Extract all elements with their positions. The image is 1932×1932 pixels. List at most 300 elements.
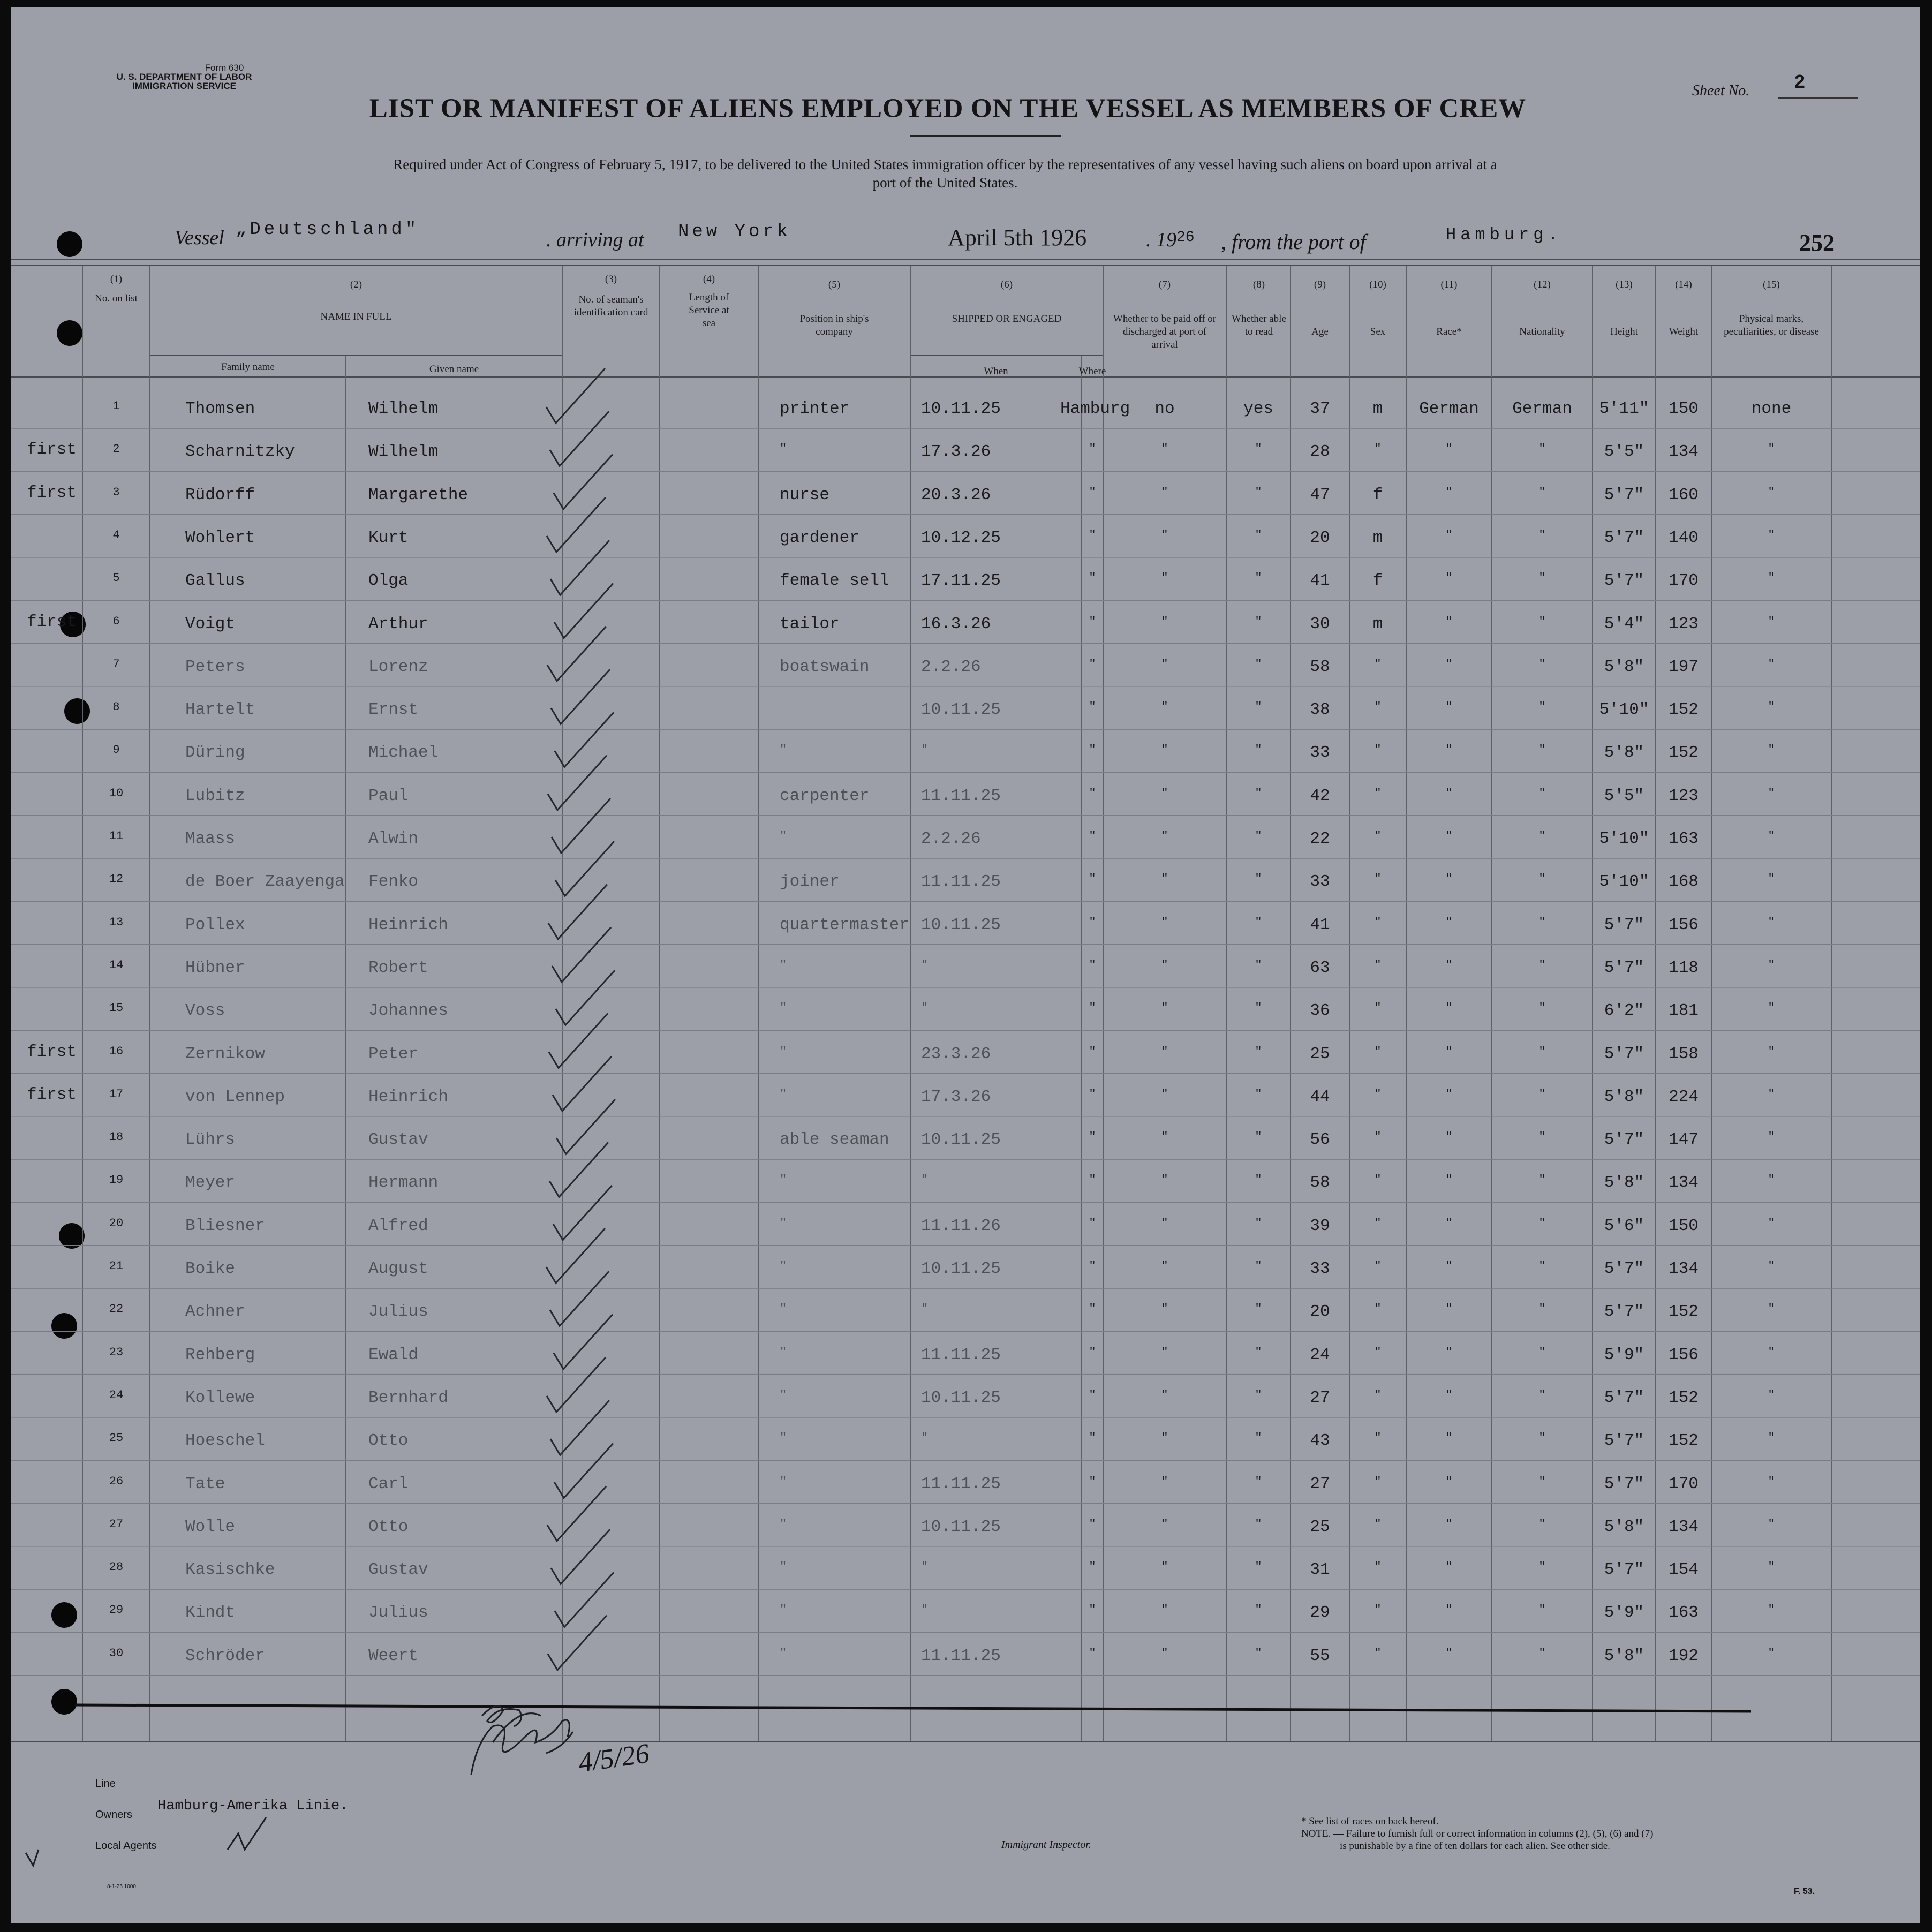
cell-sex: " xyxy=(1374,1216,1382,1230)
cell-nationality: " xyxy=(1538,1517,1546,1531)
cell-race: " xyxy=(1445,1431,1453,1445)
cell-sex: " xyxy=(1374,915,1382,929)
cell-sex: " xyxy=(1374,1345,1382,1359)
col8-title: Whether able to read xyxy=(1232,313,1286,337)
cell-nationality: " xyxy=(1538,571,1546,585)
cell-sex: m xyxy=(1372,399,1383,418)
cell-family: Zernikow xyxy=(185,1044,265,1063)
cell-paid: " xyxy=(1161,829,1168,843)
cell-height: 6'2" xyxy=(1604,1001,1644,1021)
cell-sex: m xyxy=(1372,614,1383,633)
cell-age: 55 xyxy=(1310,1646,1330,1665)
cell-when: 10.11.25 xyxy=(921,1517,1001,1536)
margin-check xyxy=(26,1850,39,1866)
cell-height: 5'10" xyxy=(1599,700,1649,720)
cell-race: " xyxy=(1445,1087,1453,1101)
cell-no: 17 xyxy=(109,1087,124,1101)
cell-no: 5 xyxy=(112,571,120,585)
cell-paid: " xyxy=(1161,700,1168,714)
cell-where: " xyxy=(1089,1646,1096,1660)
cell-weight: 118 xyxy=(1669,958,1699,977)
service-name: IMMIGRATION SERVICE xyxy=(132,81,236,91)
cell-nationality: " xyxy=(1538,700,1546,714)
cell-where: " xyxy=(1089,829,1096,843)
sheet-number: 2 xyxy=(1794,72,1806,94)
cell-sex: " xyxy=(1374,786,1382,800)
cell-paid: " xyxy=(1161,1560,1168,1574)
cell-weight: 152 xyxy=(1669,1388,1699,1407)
col9-title: Age xyxy=(1311,326,1329,337)
cell-paid: " xyxy=(1161,958,1168,972)
cell-position: " xyxy=(780,1216,787,1230)
cell-read: " xyxy=(1255,1646,1262,1660)
cell-given: Alwin xyxy=(368,829,419,848)
cell-when: 16.3.26 xyxy=(921,614,991,633)
cell-race: " xyxy=(1445,1044,1453,1058)
cell-height: 5'7" xyxy=(1604,958,1644,977)
cell-weight: 168 xyxy=(1669,872,1699,892)
cell-given: Johannes xyxy=(368,1001,448,1021)
cell-given: Bernhard xyxy=(368,1388,448,1407)
cell-read: " xyxy=(1255,528,1262,542)
cell-weight: 147 xyxy=(1669,1130,1699,1150)
cell-age: 36 xyxy=(1310,1001,1330,1021)
cell-sex: " xyxy=(1374,442,1382,456)
cell-position: female sell xyxy=(780,571,889,591)
cell-height: 5'10" xyxy=(1599,872,1649,892)
cell-age: 41 xyxy=(1310,915,1330,934)
cell-marks: " xyxy=(1768,1087,1775,1101)
cell-no: 18 xyxy=(109,1130,124,1144)
cell-family: Peters xyxy=(185,657,245,676)
cell-marks: " xyxy=(1768,1345,1775,1359)
cell-weight: 134 xyxy=(1669,1517,1699,1536)
cell-when: 11.11.25 xyxy=(921,786,1001,805)
cell-when: 10.11.25 xyxy=(921,1259,1001,1278)
cell-where: " xyxy=(1089,1173,1096,1187)
cell-weight: 160 xyxy=(1669,485,1699,504)
cell-marks: " xyxy=(1768,1001,1775,1015)
cell-family: Thomsen xyxy=(185,399,255,418)
cell-marks: " xyxy=(1768,657,1775,671)
cell-where: " xyxy=(1089,1001,1096,1015)
cell-nationality: " xyxy=(1538,829,1546,843)
col6-number: (6) xyxy=(1000,279,1013,290)
cell-height: 5'9" xyxy=(1604,1345,1644,1364)
owners-value: Hamburg-Amerika Linie. xyxy=(157,1798,349,1814)
col6b-header: Where xyxy=(1078,366,1106,377)
cell-position: " xyxy=(780,1173,787,1187)
cell-where: " xyxy=(1089,1517,1096,1531)
cell-age: 37 xyxy=(1310,399,1330,418)
cell-when: 10.11.25 xyxy=(921,915,1001,934)
col11-title: Race* xyxy=(1436,326,1462,337)
cell-position: " xyxy=(780,1388,787,1402)
cell-height: 5'7" xyxy=(1604,1302,1644,1322)
cell-no: 8 xyxy=(112,700,120,714)
cell-marks: " xyxy=(1768,958,1775,972)
cell-sex: " xyxy=(1374,1388,1382,1402)
note-line-1: NOTE. — Failure to furnish full or correct information in columns (2), (5), (6) and (7) xyxy=(1301,1828,1654,1839)
cell-weight: 123 xyxy=(1669,786,1699,805)
cell-position: quartermaster xyxy=(780,915,909,934)
cell-paid: " xyxy=(1161,528,1168,542)
cell-race: " xyxy=(1445,1173,1453,1187)
arriving-label: . arriving at xyxy=(546,229,644,251)
cell-note: first xyxy=(27,483,77,502)
cell-position: " xyxy=(780,1345,787,1359)
cell-weight: 224 xyxy=(1669,1087,1699,1106)
cell-family: Meyer xyxy=(185,1173,236,1193)
cell-weight: 123 xyxy=(1669,614,1699,633)
cell-position: boatswain xyxy=(780,657,870,676)
cell-where: " xyxy=(1089,915,1096,929)
cell-nationality: " xyxy=(1538,485,1546,499)
cell-read: " xyxy=(1255,1345,1262,1359)
col3-number: (3) xyxy=(605,274,617,285)
cell-marks: " xyxy=(1768,528,1775,542)
cell-given: Julius xyxy=(368,1302,428,1322)
cell-where: " xyxy=(1089,442,1096,456)
col2b-header: Given name xyxy=(429,364,479,375)
cell-marks: " xyxy=(1768,1431,1775,1445)
cell-marks: " xyxy=(1768,1130,1775,1144)
cell-age: 25 xyxy=(1310,1517,1330,1536)
cell-no: 6 xyxy=(112,614,120,628)
cell-age: 24 xyxy=(1310,1345,1330,1364)
cell-when: 2.2.26 xyxy=(921,657,981,676)
cell-race: " xyxy=(1445,700,1453,714)
vessel-name: „Deutschland" xyxy=(236,220,420,240)
cell-height: 5'8" xyxy=(1604,1087,1644,1106)
cell-no: 11 xyxy=(109,829,124,843)
cell-nationality: " xyxy=(1538,528,1546,542)
cell-read: " xyxy=(1255,829,1262,843)
cell-height: 5'8" xyxy=(1604,1517,1644,1536)
cell-sex: " xyxy=(1374,1044,1382,1058)
from-port-label-text: from the port of xyxy=(1232,230,1366,254)
cell-position: " xyxy=(780,958,787,972)
cell-read: " xyxy=(1255,442,1262,456)
cell-race: " xyxy=(1445,614,1453,628)
cell-no: 19 xyxy=(109,1173,124,1187)
cell-when: 11.11.25 xyxy=(921,872,1001,892)
cell-where: Hamburg xyxy=(1060,399,1130,418)
cell-marks: " xyxy=(1768,1517,1775,1531)
cell-read: " xyxy=(1255,1001,1262,1015)
cell-read: " xyxy=(1255,958,1262,972)
print-code: 8-1-26 1000 xyxy=(107,1884,136,1890)
cell-when: 2.2.26 xyxy=(921,829,981,848)
cell-given: Paul xyxy=(368,786,409,805)
cell-position: " xyxy=(780,743,787,757)
cell-weight: 134 xyxy=(1669,1173,1699,1193)
cell-no: 29 xyxy=(109,1603,124,1617)
cell-nationality: " xyxy=(1538,1388,1546,1402)
cell-sex: " xyxy=(1374,1001,1382,1015)
col12-number: (12) xyxy=(1534,279,1551,290)
cell-height: 5'7" xyxy=(1604,1130,1644,1150)
col3-title: No. of seaman's identification card xyxy=(573,294,648,318)
cell-position: " xyxy=(780,1474,787,1488)
cell-nationality: " xyxy=(1538,743,1546,757)
cell-paid: " xyxy=(1161,872,1168,886)
col6-title: SHIPPED OR ENGAGED xyxy=(952,313,1062,324)
cell-race: " xyxy=(1445,915,1453,929)
cell-sex: " xyxy=(1374,1603,1382,1617)
cell-nationality: " xyxy=(1538,1216,1546,1230)
col4-title: Length of Service at sea xyxy=(689,292,729,329)
cell-race: " xyxy=(1445,528,1453,542)
cell-note: first xyxy=(27,1042,77,1061)
cell-where: " xyxy=(1089,1345,1096,1359)
cell-when: " xyxy=(921,1173,929,1187)
cell-height: 5'7" xyxy=(1604,1560,1644,1580)
cell-no: 28 xyxy=(109,1560,124,1574)
cell-read: " xyxy=(1255,1302,1262,1316)
cell-position: " xyxy=(780,829,787,843)
cell-weight: 140 xyxy=(1669,528,1699,547)
cell-age: 27 xyxy=(1310,1388,1330,1407)
cell-marks: " xyxy=(1768,1044,1775,1058)
cell-paid: " xyxy=(1161,743,1168,757)
cell-height: 5'5" xyxy=(1604,442,1644,462)
cell-age: 22 xyxy=(1310,829,1330,848)
cell-no: 9 xyxy=(112,743,120,757)
cell-where: " xyxy=(1089,958,1096,972)
cell-position: able seaman xyxy=(780,1130,889,1150)
cell-sex: " xyxy=(1374,1431,1382,1445)
cell-marks: " xyxy=(1768,1474,1775,1488)
footer-notes xyxy=(1301,1815,1653,1852)
cell-read: " xyxy=(1255,1130,1262,1144)
cell-weight: 134 xyxy=(1669,1259,1699,1278)
cell-weight: 158 xyxy=(1669,1044,1699,1063)
cell-nationality: " xyxy=(1538,657,1546,671)
cell-where: " xyxy=(1089,743,1096,757)
cell-position: " xyxy=(780,442,787,456)
cell-paid: " xyxy=(1161,1603,1168,1617)
cell-given: Lorenz xyxy=(368,657,428,676)
cell-position: " xyxy=(780,1044,787,1058)
form-code: F. 53. xyxy=(1794,1887,1815,1896)
cell-age: 56 xyxy=(1310,1130,1330,1150)
cell-no: 15 xyxy=(109,1001,124,1015)
agents-mark xyxy=(228,1817,266,1850)
page-title: LIST OR MANIFEST OF ALIENS EMPLOYED ON THE VESSEL AS MEMBERS OF CREW xyxy=(369,94,1527,124)
cell-family: Maass xyxy=(185,829,236,848)
cell-read: " xyxy=(1255,915,1262,929)
cell-age: 30 xyxy=(1310,614,1330,633)
cell-read: " xyxy=(1255,1603,1262,1617)
cell-given: Ernst xyxy=(368,700,419,720)
col9-number: (9) xyxy=(1314,279,1326,290)
cell-no: 2 xyxy=(112,442,120,456)
cell-paid: " xyxy=(1161,1517,1168,1531)
cell-position: " xyxy=(780,1517,787,1531)
cell-family: Düring xyxy=(185,743,245,763)
signature-strokes xyxy=(471,1706,573,1775)
col1-title: No. on list xyxy=(95,293,138,304)
cell-read: " xyxy=(1255,1560,1262,1574)
cell-race: " xyxy=(1445,1302,1453,1316)
cell-race: " xyxy=(1445,442,1453,456)
cell-given: Arthur xyxy=(368,614,428,633)
col8-number: (8) xyxy=(1252,279,1265,290)
cell-read: " xyxy=(1255,1173,1262,1187)
cell-paid: " xyxy=(1161,1345,1168,1359)
cell-height: 5'6" xyxy=(1604,1216,1644,1235)
cell-race: " xyxy=(1445,1001,1453,1015)
cell-read: " xyxy=(1255,1259,1262,1273)
line-label: Line xyxy=(95,1778,116,1790)
cell-family: Voigt xyxy=(185,614,236,633)
cell-when: " xyxy=(921,958,929,972)
cell-age: 33 xyxy=(1310,872,1330,892)
cell-where: " xyxy=(1089,657,1096,671)
cell-marks: none xyxy=(1751,399,1792,418)
cell-paid: " xyxy=(1161,1259,1168,1273)
cell-sex: " xyxy=(1374,743,1382,757)
cell-note: first xyxy=(27,440,77,459)
cell-no: 21 xyxy=(109,1259,124,1273)
cell-height: 5'7" xyxy=(1604,1044,1644,1063)
cell-when: " xyxy=(921,1603,929,1617)
cell-when: " xyxy=(921,1001,929,1015)
cell-sex: " xyxy=(1374,1130,1382,1144)
cell-no: 23 xyxy=(109,1345,124,1359)
cell-weight: 134 xyxy=(1669,442,1699,462)
cell-position: tailor xyxy=(780,614,840,633)
cell-no: 25 xyxy=(109,1431,124,1445)
cell-no: 13 xyxy=(109,915,124,929)
cell-weight: 181 xyxy=(1669,1001,1699,1021)
cell-paid: " xyxy=(1161,1216,1168,1230)
cell-nationality: " xyxy=(1538,442,1546,456)
cell-nationality: " xyxy=(1538,1130,1546,1144)
cell-given: Julius xyxy=(368,1603,428,1622)
cell-paid: " xyxy=(1161,571,1168,585)
manifest-sheet xyxy=(11,7,1920,1923)
cell-given: Otto xyxy=(368,1431,409,1451)
cell-paid: " xyxy=(1161,657,1168,671)
cell-position: gardener xyxy=(780,528,859,547)
cell-sex: " xyxy=(1374,1646,1382,1660)
stamp-number: 252 xyxy=(1799,230,1835,256)
cell-sex: " xyxy=(1374,1474,1382,1488)
cell-where: " xyxy=(1089,571,1096,585)
cell-given: Wilhelm xyxy=(368,399,439,418)
cell-sex: " xyxy=(1374,872,1382,886)
cell-family: Scharnitzky xyxy=(185,442,295,462)
cell-paid: " xyxy=(1161,1001,1168,1015)
cell-marks: " xyxy=(1768,1173,1775,1187)
cell-family: Lührs xyxy=(185,1130,236,1150)
cell-given: Olga xyxy=(368,571,409,591)
year-field: . $19^{26}$ xyxy=(1146,229,1195,251)
cell-marks: " xyxy=(1768,1388,1775,1402)
col11-number: (11) xyxy=(1440,279,1458,290)
cell-height: 5'7" xyxy=(1604,485,1644,504)
cell-weight: 152 xyxy=(1669,700,1699,720)
cell-height: 5'8" xyxy=(1604,1646,1644,1665)
cell-race: " xyxy=(1445,1345,1453,1359)
cell-family: Hartelt xyxy=(185,700,255,720)
cell-where: " xyxy=(1089,1259,1096,1273)
department-name: U. S. DEPARTMENT OF LABOR xyxy=(116,72,252,82)
cell-age: 42 xyxy=(1310,786,1330,805)
cell-race: " xyxy=(1445,1388,1453,1402)
cell-sex: " xyxy=(1374,1173,1382,1187)
cell-nationality: German xyxy=(1512,399,1572,418)
cell-no: 10 xyxy=(109,786,124,800)
cell-race: " xyxy=(1445,958,1453,972)
cell-race: German xyxy=(1419,399,1479,418)
cell-where: " xyxy=(1089,485,1096,499)
cell-marks: " xyxy=(1768,571,1775,585)
cell-when: 17.3.26 xyxy=(921,1087,991,1106)
cell-no: 14 xyxy=(109,958,124,972)
cell-marks: " xyxy=(1768,1216,1775,1230)
cell-read: " xyxy=(1255,571,1262,585)
cell-when: 11.11.25 xyxy=(921,1345,1001,1364)
cell-paid: " xyxy=(1161,1388,1168,1402)
cell-when: 10.11.25 xyxy=(921,700,1001,720)
cell-given: Fenko xyxy=(368,872,419,892)
cell-age: 44 xyxy=(1310,1087,1330,1106)
cell-where: " xyxy=(1089,786,1096,800)
cell-position: " xyxy=(780,1087,787,1101)
cell-age: 27 xyxy=(1310,1474,1330,1493)
col7-number: (7) xyxy=(1158,279,1171,290)
cell-position: " xyxy=(780,1431,787,1445)
cell-sex: f xyxy=(1372,485,1383,504)
cell-read: " xyxy=(1255,1431,1262,1445)
arriving-label-text: arriving at xyxy=(556,229,644,251)
from-port-label: , from the port of xyxy=(1221,230,1366,254)
cell-sex: m xyxy=(1372,528,1383,547)
cell-given: Robert xyxy=(368,958,428,977)
cell-family: Schröder xyxy=(185,1646,265,1665)
sheet-label: Sheet No. xyxy=(1692,82,1750,99)
cell-nationality: " xyxy=(1538,915,1546,929)
cell-position: joiner xyxy=(780,872,840,892)
cell-sex: f xyxy=(1372,571,1383,591)
cell-when: 10.11.25 xyxy=(921,1388,1001,1407)
cell-where: " xyxy=(1089,700,1096,714)
local-agents-label: Local Agents xyxy=(95,1840,157,1852)
col15-title: Physical marks, peculiarities, or disease xyxy=(1724,313,1819,337)
cell-position: " xyxy=(780,1560,787,1574)
cell-given: Michael xyxy=(368,743,439,763)
cell-when: 11.11.26 xyxy=(921,1216,1001,1235)
cell-weight: 156 xyxy=(1669,1345,1699,1364)
cell-read: " xyxy=(1255,1517,1262,1531)
cell-when: 10.11.25 xyxy=(921,1130,1001,1150)
cell-where: " xyxy=(1089,1603,1096,1617)
inspector-label: Immigrant Inspector. xyxy=(1001,1839,1091,1851)
cell-nationality: " xyxy=(1538,1431,1546,1445)
cell-marks: " xyxy=(1768,1302,1775,1316)
cell-nationality: " xyxy=(1538,1302,1546,1316)
arrival-date: April 5th 1926 xyxy=(948,224,1087,251)
cell-position: " xyxy=(780,1259,787,1273)
cell-height: 5'11" xyxy=(1599,399,1649,418)
cell-no: 3 xyxy=(112,485,120,499)
cell-read: " xyxy=(1255,1087,1262,1101)
cell-marks: " xyxy=(1768,915,1775,929)
cell-read: " xyxy=(1255,1474,1262,1488)
